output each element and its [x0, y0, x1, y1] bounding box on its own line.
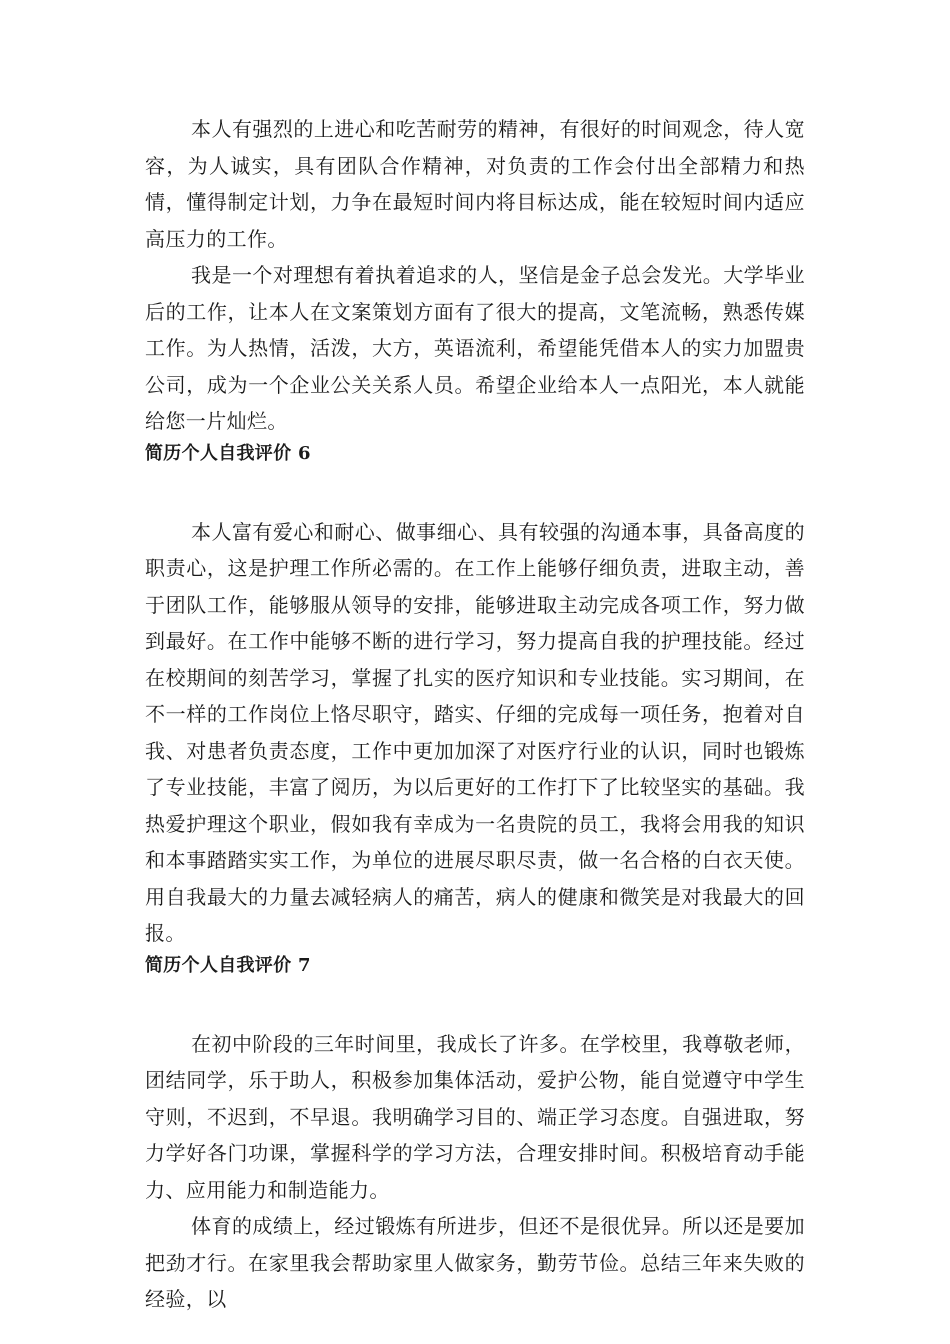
document-page [145, 111, 805, 1318]
section-heading-6: 简历个人自我评价 6 [145, 442, 311, 464]
paragraph-middle-school: 在初中阶段的三年时间里，我成长了许多。在学校里，我尊敬老师，团结同学，乐于助人，积极参加集体活动，爱护公物，能自觉遵守中学生守则，不迟到，不早退。我明确学习目的、端正学习态度。自强进取，努力学好各门功课，掌握科学的学习方法，合理安排时间。积极培育动手能力、应用能力和制造能力。 [145, 1031, 805, 1202]
paragraph-ideals: 我是一个对理想有着执着追求的人，坚信是金子总会发光。大学毕业后的工作，让本人在文案策划方面有了很大的提高，文笔流畅，熟悉传媒工作。为人热情，活泼，大方，英语流利，希望能凭借本人的实力加盟贵公司，成为一个企业公关关系人员。希望企业给本人一点阳光，本人就能给您一片灿烂。 [145, 263, 805, 433]
spacer [145, 980, 805, 1026]
section-heading-7: 简历个人自我评价 7 [145, 954, 311, 976]
paragraph-sports: 体育的成绩上，经过锻炼有所进步，但还不是很优异。所以还是要加把劲才行。在家里我会帮助家里人做家务，勤劳节俭。总结三年来失败的经验，以 [145, 1214, 805, 1311]
paragraph-nursing: 本人富有爱心和耐心、做事细心、具有较强的沟通本事，具备高度的职责心，这是护理工作所必需的。在工作上能够仔细负责，进取主动，善于团队工作，能够服从领导的安排，能够进取主动完成各项工作，努力做到最好。在工作中能够不断的进行学习，努力提高自我的护理技能。经过在校期间的刻苦学习，掌握了扎实的医疗知识和专业技能。实习期间，在不一样的工作岗位上恪尽职守，踏实、仔细的完成每一项任务，抱着对自我、对患者负责态度，工作中更加加深了对医疗行业的认识，同时也锻炼了专业技能，丰富了阅历，为以后更好的工作打下了比较坚实的基础。我热爱护理这个职业，假如我有幸成为一名贵院的员工，我将会用我的知识和本事踏踏实实工作，为单位的进展尽职尽责，做一名合格的白衣天使。用自我最大的力量去减轻病人的痛苦，病人的健康和微笑是对我最大的回报。 [145, 519, 805, 945]
paragraph-work-attitude: 本人有强烈的上进心和吃苦耐劳的精神，有很好的时间观念，待人宽容，为人诚实，具有团队合作精神，对负责的工作会付出全部精力和热情，懂得制定计划，力争在最短时间内将目标达成，能在较短时间内适应高压力的工作。 [145, 117, 805, 251]
spacer [145, 468, 805, 514]
